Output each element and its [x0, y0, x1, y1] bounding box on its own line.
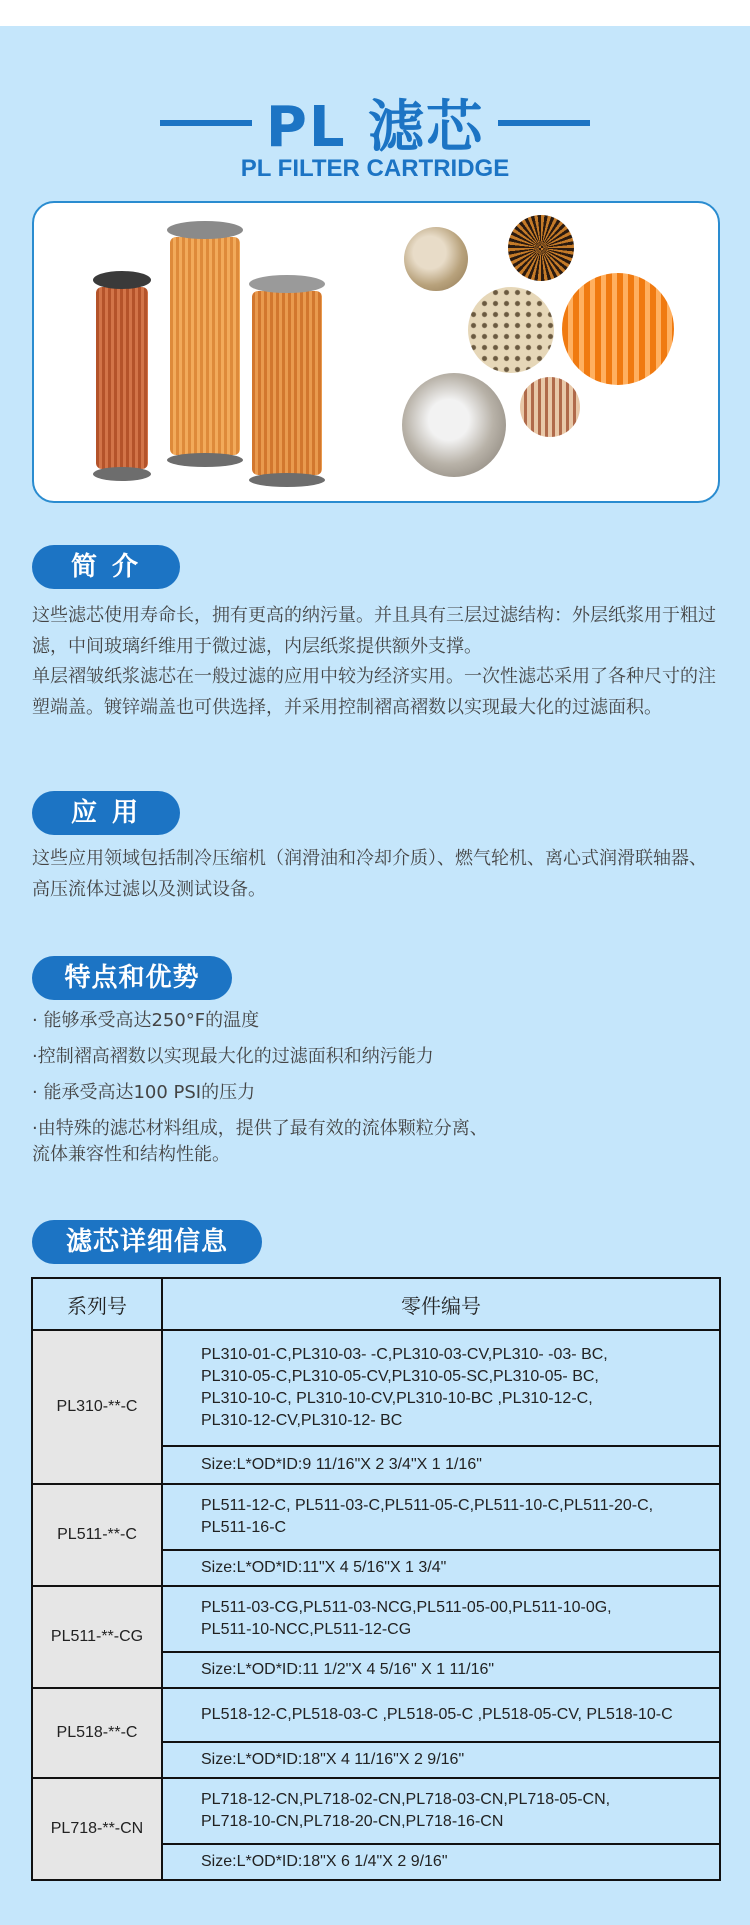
size-cell: Size:L*OD*ID:11"X 4 5/16"X 1 3/4" [162, 1550, 720, 1586]
title-right-line [498, 120, 590, 126]
orange-pleats-image [562, 273, 674, 385]
series-cell: PL310-**-C [32, 1330, 162, 1484]
page-subtitle: PL FILTER CARTRIDGE [240, 155, 510, 182]
size-cell: Size:L*OD*ID:11 1/2"X 4 5/16" X 1 11/16" [162, 1652, 720, 1688]
title-row [0, 88, 750, 158]
paper-filter-image [520, 377, 580, 437]
size-cell: Size:L*OD*ID:9 11/16"X 2 3/4"X 1 1/16" [162, 1446, 720, 1484]
table-header-row [32, 1278, 720, 1330]
table-row [32, 1484, 720, 1550]
mesh-detail-image [404, 227, 468, 291]
size-cell: Size:L*OD*ID:18"X 6 1/4"X 2 9/16" [162, 1844, 720, 1880]
intro-heading: 简 介 [32, 545, 180, 589]
series-cell: PL511-**-CG [32, 1586, 162, 1688]
series-cell: PL511-**-C [32, 1484, 162, 1586]
feature-item-2: ·控制褶高褶数以实现最大化的过滤面积和纳污能力 [32, 1046, 434, 1067]
features-heading: 特点和优势 [32, 956, 232, 1000]
intro-paragraph-2: 单层褶皱纸浆滤芯在一般过滤的应用中较为经济实用。一次性滤芯采用了各种尺寸的注塑端盖。镀锌端盖也可供选择，并采用控制褶高褶数以实现最大化的过滤面积。 [32, 666, 716, 718]
filter-cartridge-middle [170, 231, 240, 459]
top-strip [0, 0, 750, 26]
parts-cell: PL511-12-C, PL511-03-C,PL511-05-C,PL511-10-C,PL511-20-C, PL511-16-C [162, 1484, 720, 1550]
column-header-series: 系列号 [32, 1278, 162, 1330]
table-row [32, 1688, 720, 1742]
table-row [32, 1586, 720, 1652]
feature-item-1: · 能够承受高达250°F的温度 [32, 1010, 260, 1031]
filter-cartridge-left [96, 281, 148, 473]
perforated-sheet-image [468, 287, 554, 373]
page-title: PL 滤芯 [265, 95, 485, 160]
intro-paragraph-1: 这些滤芯使用寿命长，拥有更高的纳污量。并且具有三层过滤结构：外层纸浆用于粗过滤，中间玻璃纤维用于微过滤，内层纸浆提供额外支撑。 [32, 605, 716, 657]
details-heading: 滤芯详细信息 [32, 1220, 262, 1264]
filter-cartridge-right [252, 285, 322, 479]
metal-cartridge-image [402, 373, 506, 477]
application-heading: 应 用 [32, 791, 180, 835]
series-cell: PL718-**-CN [32, 1778, 162, 1880]
application-paragraph: 这些应用领域包括制冷压缩机（润滑油和冷却介质）、燃气轮机、离心式润滑联轴器、高压流体过滤以及测试设备。 [32, 848, 707, 900]
parts-cell: PL718-12-CN,PL718-02-CN,PL718-03-CN,PL718-05-CN, PL718-10-CN,PL718-20-CN,PL718-16-CN [162, 1778, 720, 1844]
table-row [32, 1330, 720, 1446]
series-cell: PL518-**-C [32, 1688, 162, 1778]
column-header-parts: 零件编号 [162, 1278, 720, 1330]
parts-cell: PL511-03-CG,PL511-03-NCG,PL511-05-00,PL511-10-0G, PL511-10-NCC,PL511-12-CG [162, 1586, 720, 1652]
product-image-box [32, 201, 720, 503]
parts-cell: PL518-12-C,PL518-03-C ,PL518-05-C ,PL518-05-CV, PL518-10-C [162, 1688, 720, 1742]
table-row [32, 1778, 720, 1844]
feature-item-4: ·由特殊的滤芯材料组成，提供了最有效的流体颗粒分离、 流体兼容性和结构性能。 [32, 1118, 488, 1165]
pleated-ring-image [508, 215, 574, 281]
filter-spec-table [31, 1277, 721, 1881]
parts-cell: PL310-01-C,PL310-03- -C,PL310-03-CV,PL310- -03- BC, PL310-05-C,PL310-05-CV,PL310-05-SC,PL310-05- BC, PL310-10-C, PL310-10-CV,PL310-10-BC ,PL310-12-C, PL310-12-CV,PL310-12- BC [162, 1330, 720, 1446]
title-left-line [160, 120, 252, 126]
feature-item-3: · 能承受高达100 PSI的压力 [32, 1082, 256, 1103]
size-cell: Size:L*OD*ID:18"X 4 11/16"X 2 9/16" [162, 1742, 720, 1778]
